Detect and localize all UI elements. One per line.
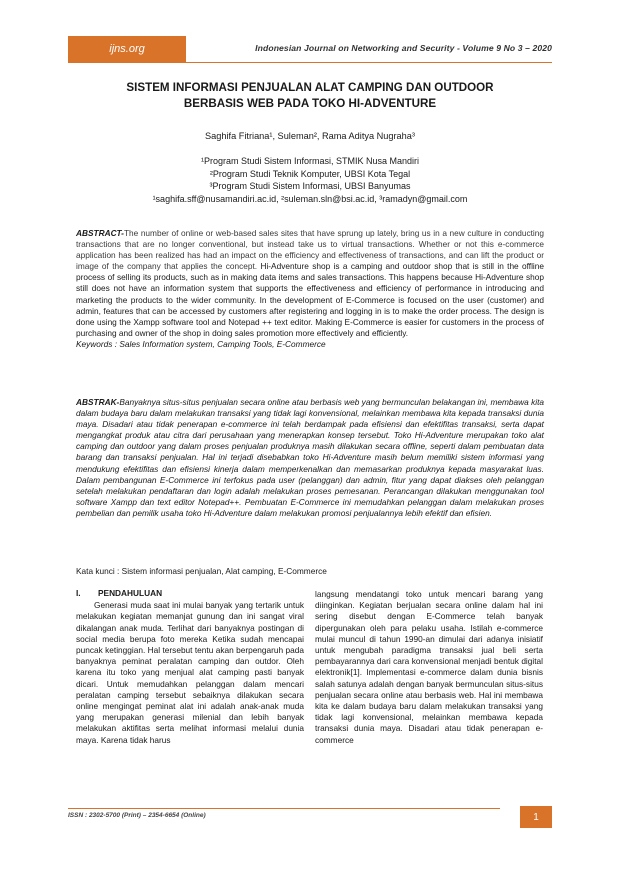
intro-paragraph-right: langsung mendatangi toko untuk mencari barang yang diinginkan. Kegiatan berjualan secara online dalam hal ini sering disebut dengan E-Commerce telah banyak dipergunakan oleh para pelaku usaha. Istilah e-commerce mulai muncul di tahun 1990-an dimulai dari adanya inisiatif untuk mengubah paradigma transaksi jual beli serta pembayarannya dari cara konvensional menjadi bentuk digital elektronik[1]. Implementasi e-commerce dalam dunia bisnis salah satunya adalah dengan banyak bermunculan situs-situs penjualan secara online atau berbasis web. Hal ini membawa kita ke dalam budaya baru dalam melakukan transaksi yang tidak lagi konvensional, melainkan membawa kepada transaksi dunia maya. Disadari atau tidak penerapan e-commerce (315, 589, 543, 745)
abstrak-label: ABSTRAK- (76, 397, 120, 407)
abstract-id (76, 397, 544, 519)
intro-paragraph-left: Generasi muda saat ini mulai banyak yang tertarik untuk melakukan kegiatan memanjat gunung dan ini sangat viral dikalangan anak muda. Terlihat dari banyaknya postingan di social media berupa foto mereka Ketika sudah mencapai puncak ketinggian. Hal tersebut tentu akan berpengaruh pada banyaknya peminat peralatan camping dan outdor. Oleh karena itu toko yang menjual alat camping pasti banyak dicari. Untuk memudahkan pelanggan dalam mencari peralatan camping tersebut sebaiknya dilakukan secara online mengingat peminat alat ini adalah anak-anak muda yang merupakan generasi milenial dan lebih banyak melakukan aktifitas serta melihat informasi melalui dunia maya. Karena tidak harus (76, 600, 304, 745)
section-heading (76, 588, 304, 599)
author-list: Saghifa Fitriana¹, Suleman², Rama Aditya Nugraha³ (205, 131, 415, 141)
author-emails: ¹saghifa.sff@nusamandiri.ac.id, ²suleman.sln@bsi.ac.id, ³ramadyn@gmail.com (152, 193, 468, 204)
site-badge (68, 36, 186, 62)
footer-issn: ISSN : 2302-5700 (Print) – 2354-6654 (Online) (68, 812, 206, 819)
abstract-en (76, 228, 544, 350)
section-title: PENDAHULUAN (98, 588, 163, 598)
body-column-left (76, 588, 304, 746)
keywords-text: Sales Information system, Camping Tools, E-Commerce (119, 338, 326, 349)
keywords-label: Keywords : (76, 338, 120, 349)
site-name: ijns.org (109, 43, 145, 55)
footer-rule (68, 808, 500, 809)
abstrak-text: Banyaknya situs-situs penjualan secara online atau berbasis web yang bermunculan belakangan ini, membawa kita dalam budaya baru dalam melakukan transaksi yang tidak lagi konvensional, melainkan membawa kita kepada transaksi dunia maya. Disadari atau tidak penerapan e-commerce ini telah berdampak pada efisiensi dan efektifitas transaksi, serta dapat mengangkat produk atau citra dari perusahaan yang menerapkan konsep tersebut. Toko Hi-Adventure merupakan toko alat camping dan outdoor yang dalam proses penjualan produknya masih dilakukan secara offline, seperti dalam pembuatan data barang dan transaksi penjualan. Hal ini terjadi disebabkan toko Hi-Adventure masih belum memiliki sistem informasi yang mendukung efektifitas dan efisiensi kinerja dalam memperkenalkan dan memasarkan produknya kepada masyarakat luas. Dalam pembangunan E-Commerce ini terfokus pada user (pelanggan) dan admin, fitur yang dapat diakses oleh pelanggan setelah melakukan pendaftaran dan login adalah melakukan proses pemesanan. Perancangan dilakukan menggunakan tool software Xampp dan text editor Notepad++. Pembuatan E-Commerce ini memudahkan pelanggan dalam melakukan proses pembelian dan pemilik usaha toko Hi-Adventure dalam melakukan promosi penjualannya lebih efektif dan efisien. (76, 397, 544, 518)
affiliation-2: ²Program Studi Teknik Komputer, UBSI Kota Tegal (209, 168, 411, 179)
header-rule (68, 62, 552, 63)
kata-kunci: Kata kunci : Sistem informasi penjualan, Alat camping, E-Commerce (76, 566, 327, 576)
paper-title (68, 80, 552, 112)
affiliations (68, 155, 552, 205)
section-number: I. (76, 588, 81, 598)
keywords (76, 339, 544, 350)
page-number: 1 (533, 811, 539, 823)
page-number-badge (520, 806, 552, 828)
affiliation-1: ¹Program Studi Sistem Informasi, STMIK Nusa Mandiri (200, 156, 420, 166)
title-line-1: SISTEM INFORMASI PENJUALAN ALAT CAMPING DAN OUTDOOR (126, 81, 494, 94)
journal-name: Indonesian Journal on Networking and Security - Volume 9 No 3 – 2020 (255, 43, 552, 53)
body-column-right (315, 589, 543, 746)
abstract-text: Hi-Adventure shop is a camping and outdoor shop that is still in the offline process of selling its products, such as in making data items and sales transactions. This happens because Hi-Adventure shop still does not have an information system that supports the effectiveness and efficiency of performance in introducing and marketing the products to the wider community. In the development of E-Commerce is focused on the user (customer) and admin, features that can be accessed by customers after registering and logging in is to make the order process. The design is done using the Xampp software tool and Notepad ++ text editor. Making E-Commerce is easier for customers in the process of purchasing and owner of the shop in doing sales promotion more effectively and efficiently. (76, 261, 545, 338)
abstract-label: ABSTRACT- (76, 228, 124, 238)
title-line-2: BERBASIS WEB PADA TOKO HI-ADVENTURE (183, 97, 437, 110)
affiliation-3: ³Program Studi Sistem Informasi, UBSI Banyumas (209, 181, 411, 192)
abstract-text-intro: The number of online or web-based sales sites that have sprung up lately, bring us in a new culture in conducting transactions that are no longer conventional, but instead take us to virtual transactions. Whether or not this e-commerce application has been realized has had an impact on the efficiency and effectiveness of transactions, and can lift the product or image of the company that applies the concept. (76, 228, 544, 272)
